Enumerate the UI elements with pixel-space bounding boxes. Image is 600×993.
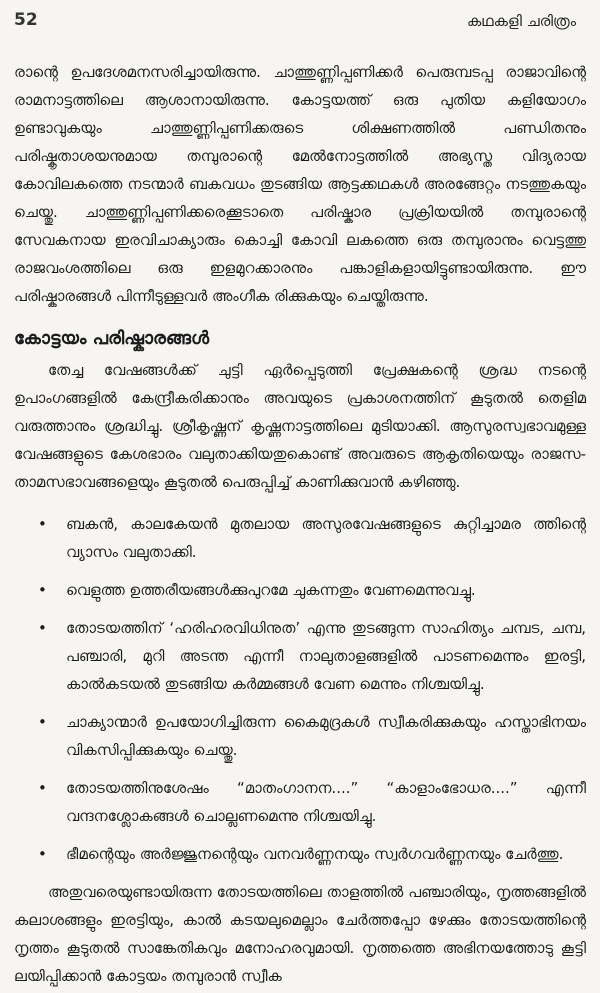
bullet-icon: •: [38, 515, 47, 533]
bullet-icon: •: [38, 713, 47, 731]
bullet-icon: •: [38, 779, 47, 797]
list-item: [14, 510, 586, 566]
page-number: 52: [14, 10, 38, 30]
page-header: [14, 6, 576, 36]
list-item-text: ചാക്യാന്മാർ ഉപയോഗിച്ചിരുന്ന കൈമുദ്രകൾ സ്വീകരിക്കുകയും ഹസ്താഭിനയം വികസിപ്പിക്കുകയും ചെയ്തു.: [66, 713, 586, 759]
paragraph-intro: രാന്റെ ഉപദേശമനസരിച്ചായിരുന്നു. ചാത്തുണ്ണിപ്പണിക്കർ പെരുമ്പടപ്പ രാജാവിന്റെ രാമനാട്ടത്തിലെ ആശാനായിരുന്നു. കോട്ടയത്ത് ഒരു പുതിയ കളിയോഗം ഉണ്ടാവുകയും ചാത്തുണ്ണിപ്പണിക്കരുടെ ശിക്ഷണത്തിൽ പണ്ഡിതനും പരിഷ്കൃതാശയനുമായ തമ്പുരാന്റെ മേൽനോട്ടത്തിൽ അഭ്യസ്ത വിദ്യരായ കോവിലകത്തെ നടന്മാർ ബകവധം തുടങ്ങിയ ആട്ടക്കഥകൾ അരങ്ങേറ്റം നടത്തുകയും ചെയ്തു. ചാത്തുണ്ണിപ്പണിക്കരെക്കൂടാതെ പരിഷ്കാര പ്രക്രിയയിൽ തമ്പുരാന്റെ സേവകനായ ഇരവിചാക്യാരും കൊച്ചി കോവി ലകത്തെ ഒരു തമ്പുരാനും വെട്ടത്തു രാജവംശത്തിലെ ഒരു ഇളമുറക്കാരനും പങ്കാളികളായിട്ടുണ്ടായിരുന്നു. ഈ പരിഷ്കാരങ്ങൾ പിന്നീടുള്ളവർ അംഗീക രിക്കുകയും ചെയ്തിരുന്നു.: [14, 63, 586, 305]
list-item-text: തോടയത്തിനുശേഷം “മാതംഗാനന....” “കാളാംഭോധര....” എന്നീ വന്ദനശ്ലോകങ്ങൾ ചൊല്ലണമെന്നു നിശ്ചയിച്ചു.: [66, 779, 586, 825]
list-item-text: ഭീമന്റെയും അർജ്ജുനന്റെയും വനവർണ്ണനയും സ്വർഗവർണ്ണനയും ചേർത്തു.: [66, 845, 564, 863]
bullet-icon: •: [38, 845, 47, 863]
list-item: [14, 576, 586, 604]
bullet-icon: •: [38, 619, 47, 637]
list-item-text: തോടയത്തിന് ‘ഹരിഹരവിധിനുത’ എന്നു തുടങ്ങുന്ന സാഹിത്യം ചമ്പട, ചമ്പ, പഞ്ചാരി, മുറി അടന്ത എന്നീ നാലുതാളങ്ങളിൽ പാടണമെന്നും ഇരട്ടി, കാൽകടയൽ തുടങ്ങിയ കർമ്മങ്ങൾ വേണ മെന്നും നിശ്ചയിച്ചു.: [66, 619, 586, 693]
list-item: [14, 708, 586, 764]
list-item: [14, 614, 586, 698]
reform-list: [14, 510, 586, 868]
list-item: [14, 840, 586, 868]
list-item-text: ബകൻ, കാലകേയൻ മുതലായ അസുരവേഷങ്ങളുടെ കുറ്റിച്ചാമര ത്തിന്റെ വ്യാസം വലുതാക്കി.: [66, 515, 586, 561]
page-body: [14, 58, 586, 990]
paragraph-closing: അതുവരെയുണ്ടായിരുന്ന തോടയത്തിലെ താളത്തിൽ പഞ്ചാരിയും, നൃത്തങ്ങളിൽ കലാശങ്ങളും ഇരട്ടിയും, കാൽ കടയലുമെല്ലാം ചേർത്തപ്പോ ഴേക്കും തോടയത്തിന്റെ നൃത്തം കൂടുതൽ സാങ്കേതികവും മനോഹരവുമായി. നൃത്തത്തെ അഭിനയത്തോടു കൂട്ടി ലയിപ്പിക്കാൻ കോട്ടയം തമ്പുരാൻ സ്വീക: [14, 883, 586, 985]
list-item-text: വെളുത്ത ഉത്തരീയങ്ങൾക്കുപുറമേ ചുകന്നതും വേണമെന്നുവച്ചു.: [66, 581, 476, 599]
section-heading: കോട്ടയം പരിഷ്കാരങ്ങൾ: [14, 328, 210, 349]
list-item: [14, 774, 586, 830]
bullet-icon: •: [38, 581, 47, 599]
paragraph-reforms: തേച്ച വേഷങ്ങൾക്ക് ചുട്ടി ഏർപ്പെടുത്തി പ്രേക്ഷകന്റെ ശ്രദ്ധ നടന്റെ ഉപാംഗങ്ങളിൽ കേന്ദ്രീകരിക്കാനും അവയുടെ പ്രകാശനത്തിന് കൂടുതൽ തെളിമ വരുത്താനും ശ്രദ്ധിച്ചു. ശ്രീകൃഷ്ണന് കൃഷ്ണനാട്ടത്തിലെ മുടിയാക്കി. ആസുരസ്വഭാവമുള്ള വേഷങ്ങളുടെ കേശഭാരം വലുതാക്കിയതുകൊണ്ട് അവരുടെ ആകൃതിയെയും രാജസ-താമസഭാവങ്ങളെയും കൂടുതൽ പെരുപ്പിച്ച് കാണിക്കുവാൻ കഴിഞ്ഞു.: [14, 361, 586, 491]
running-title: കഥകളി ചരിത്രം: [466, 12, 576, 30]
